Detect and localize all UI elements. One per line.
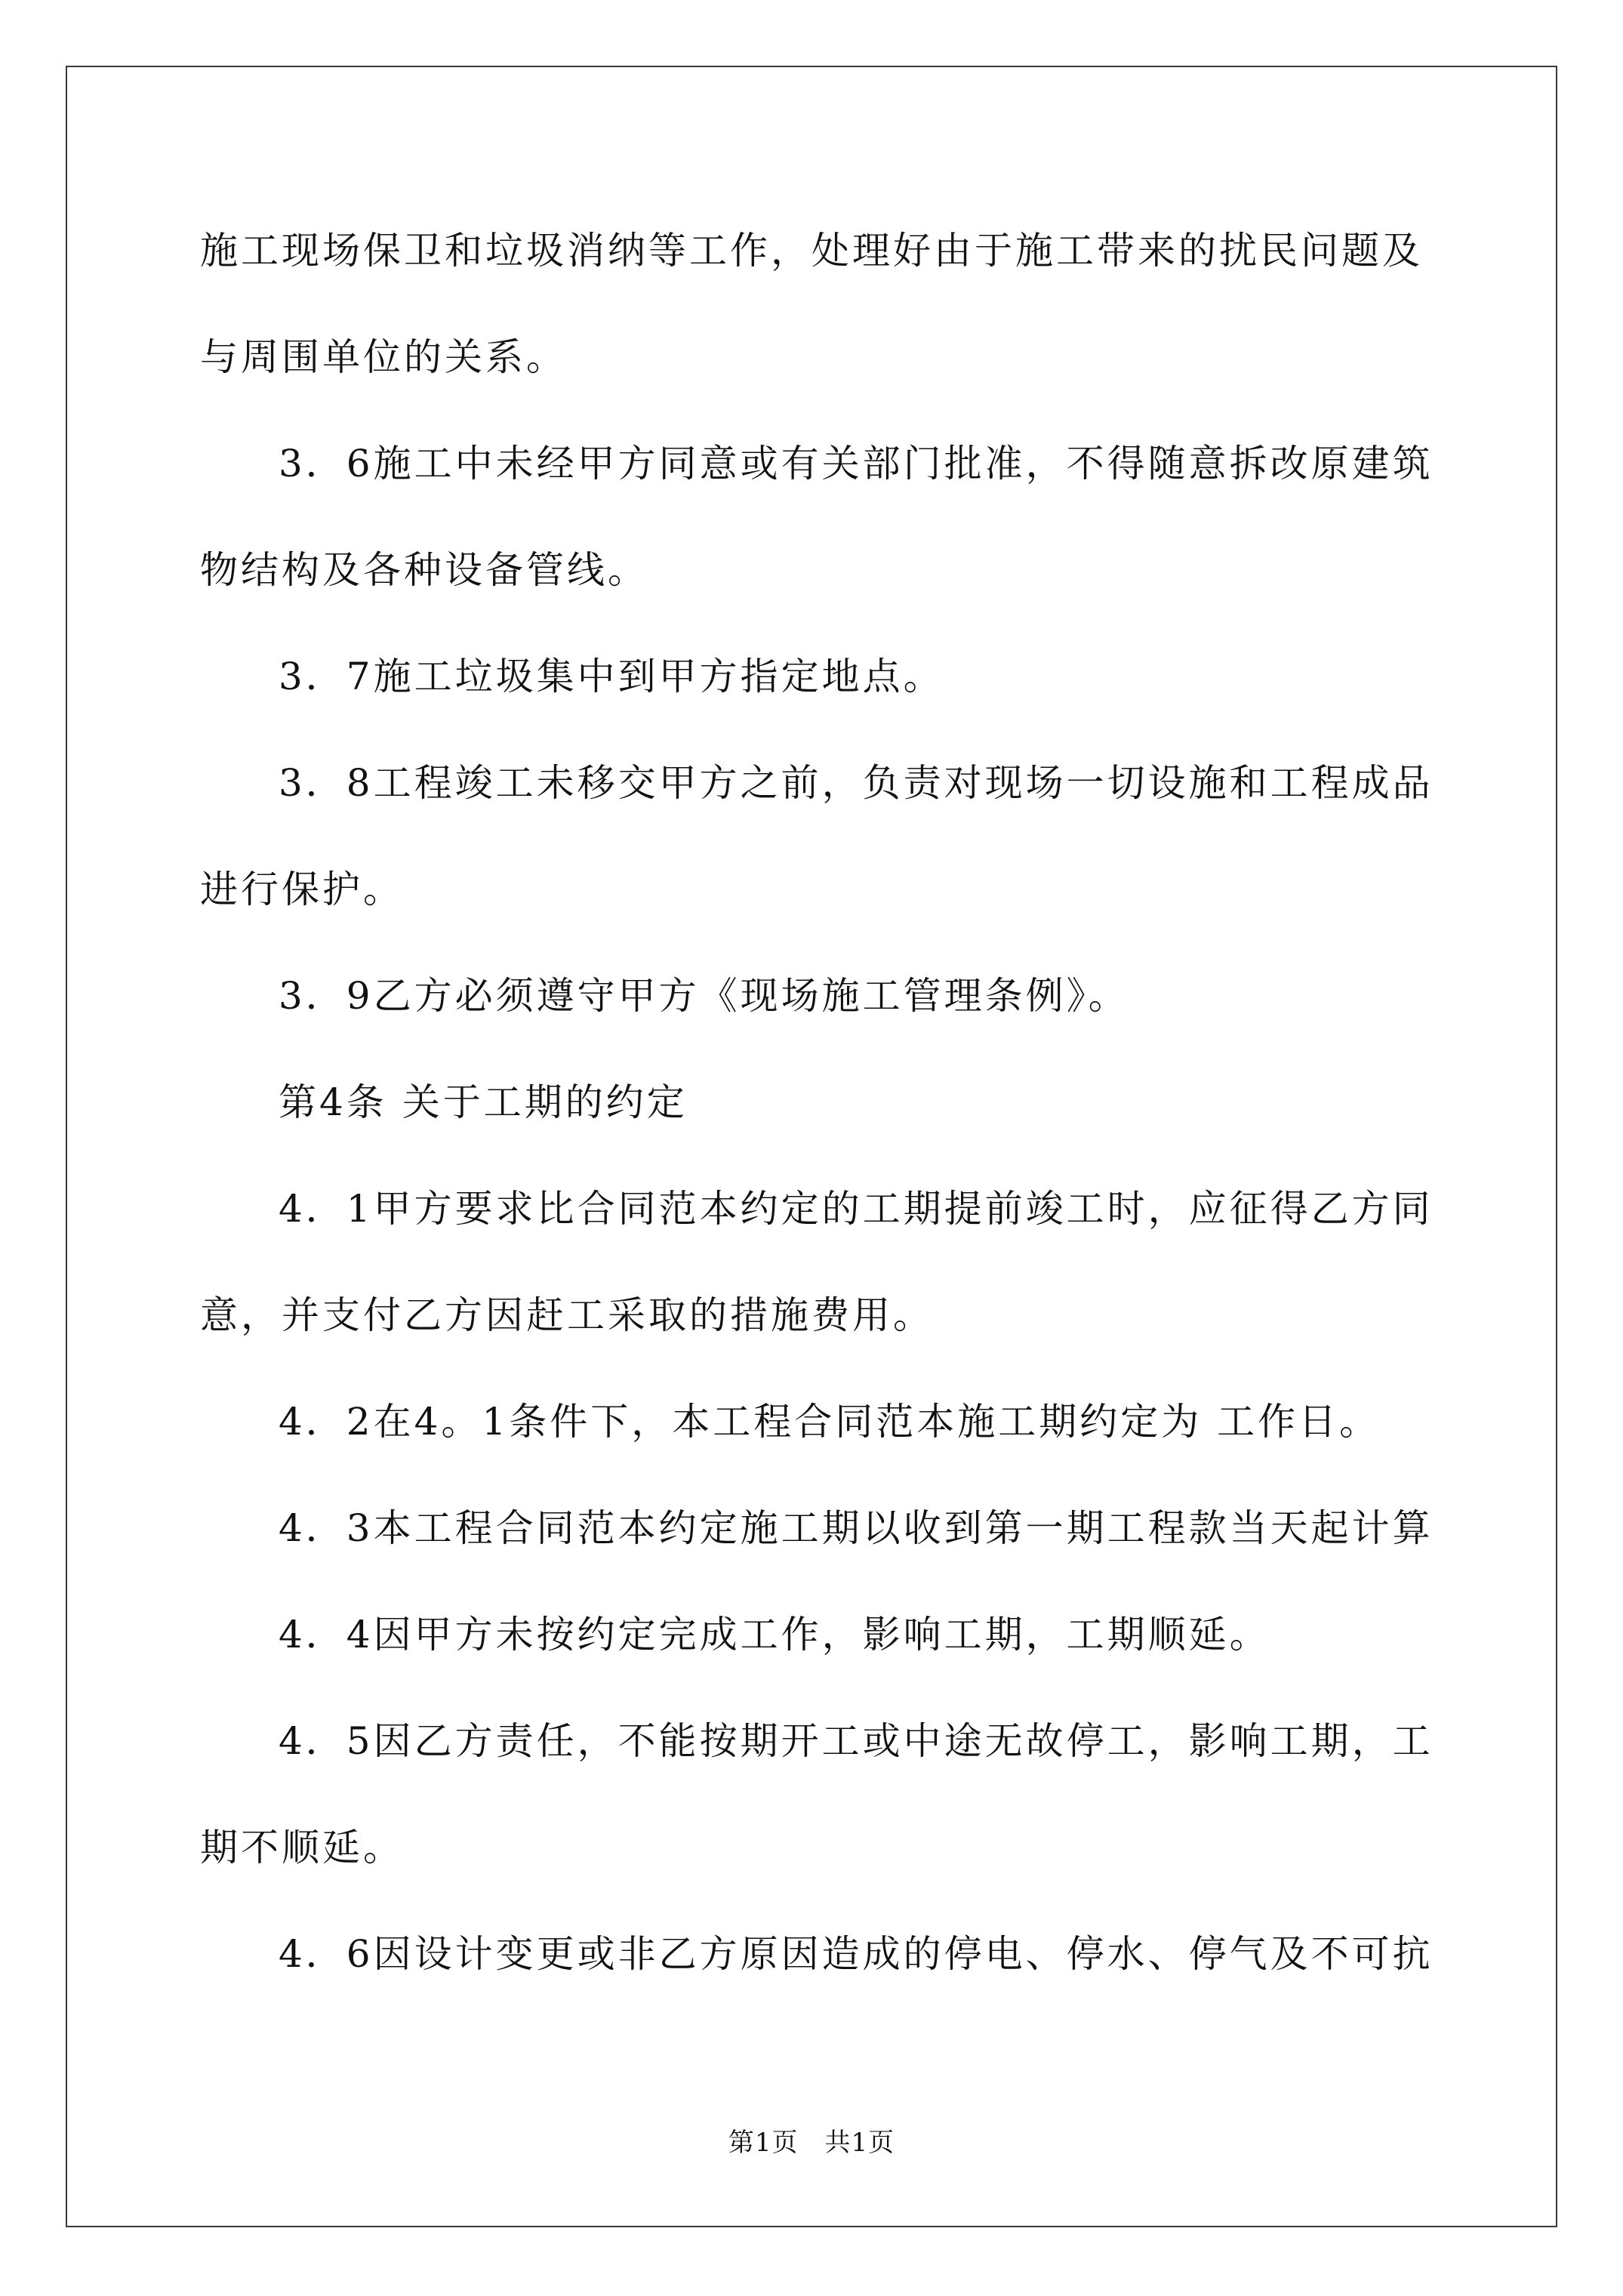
clause-4-3 bbox=[200, 1475, 1483, 1582]
clause-4-5 bbox=[200, 1688, 1483, 1901]
text-line: 4．4因甲方未按约定完成工作，影响工期，工期顺延。 bbox=[279, 1613, 1270, 1657]
text-line: 4．6因设计变更或非乙方原因造成的停电、停水、停气及不可抗 bbox=[279, 1932, 1434, 1976]
text-line: 4．1甲方要求比合同范本约定的工期提前竣工时，应征得乙方同 bbox=[279, 1187, 1434, 1231]
text-line: 3．7施工垃圾集中到甲方指定地点。 bbox=[279, 655, 944, 698]
clause-3-9 bbox=[200, 943, 1483, 1049]
text-line: 意，并支付乙方因赶工采取的措施费用。 bbox=[200, 1293, 934, 1337]
text-line: 与周围单位的关系。 bbox=[200, 335, 567, 379]
clause-4-1 bbox=[200, 1156, 1483, 1369]
text-line: 期不顺延。 bbox=[200, 1826, 404, 1869]
text-line: 4．5因乙方责任，不能按期开工或中途无故停工，影响工期，工 bbox=[279, 1719, 1434, 1763]
clause-4-6 bbox=[200, 1901, 1483, 2008]
text-line: 4．2在4。1条件下，本工程合同范本施工期约定为 工作日。 bbox=[279, 1400, 1381, 1444]
section-heading bbox=[200, 1049, 1483, 1156]
clause-3-8 bbox=[200, 730, 1483, 943]
text-line: 施工现场保卫和垃圾消纳等工作，处理好由于施工带来的扰民问题及 bbox=[200, 229, 1423, 273]
text-line: 3．6施工中未经甲方同意或有关部门批准，不得随意拆改原建筑 bbox=[279, 442, 1434, 485]
clause-4-4 bbox=[200, 1582, 1483, 1688]
paragraph-continuation bbox=[200, 198, 1483, 411]
section-heading-text: 第4条 关于工期的约定 bbox=[279, 1080, 688, 1124]
text-line: 3．9乙方必须遵守甲方《现场施工管理条例》。 bbox=[279, 974, 1129, 1018]
page-footer bbox=[0, 2125, 1623, 2160]
text-line: 进行保护。 bbox=[200, 868, 404, 911]
clause-3-7 bbox=[200, 624, 1483, 730]
document-body bbox=[200, 198, 1483, 2008]
text-line: 3．8工程竣工未移交甲方之前，负责对现场一切设施和工程成品 bbox=[279, 761, 1434, 805]
clause-4-2 bbox=[200, 1369, 1483, 1475]
text-line: 4．3本工程合同范本约定施工期以收到第一期工程款当天起计算 bbox=[279, 1506, 1434, 1550]
page-indicator: 第1页 共1页 bbox=[728, 2128, 895, 2158]
text-line: 物结构及各种设备管线。 bbox=[200, 548, 648, 592]
clause-3-6 bbox=[200, 411, 1483, 624]
